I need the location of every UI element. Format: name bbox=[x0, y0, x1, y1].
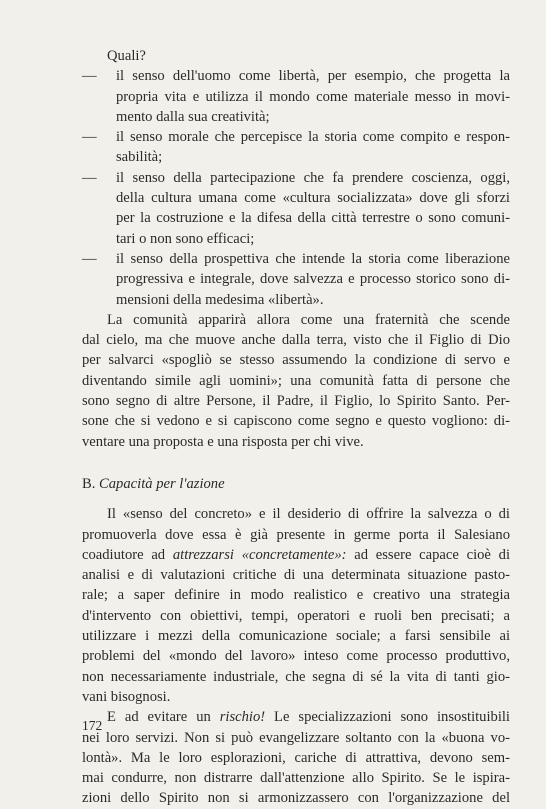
text-line: promuoverla dove essa è già presente in germe porta il Salesiano bbox=[82, 526, 510, 543]
text-line: per la costruzione e la difesa della città terrestre o sono comuni- bbox=[116, 210, 510, 227]
text-run: E ad evitare un bbox=[107, 709, 220, 726]
text-line: non necessariamente industriale, che segna di sé la vita di tanti gio- bbox=[82, 668, 510, 685]
text-line: rale; a saper definire in modo realistico e creativo una strategia bbox=[82, 587, 510, 604]
text-line: problemi del «mondo del lavoro» inteso come processo produttivo, bbox=[82, 648, 510, 665]
text-line: il senso morale che percepisce la storia come compito e respon- bbox=[116, 129, 510, 146]
text-line bbox=[82, 707, 510, 727]
emphasis-run: rischio! bbox=[219, 709, 266, 726]
text-line: mento dalla sua creatività; bbox=[116, 108, 270, 125]
text-line: propria vita e utilizza il mondo come materiale messo in movi- bbox=[116, 88, 510, 105]
text-line: il senso della partecipazione che fa prendere coscienza, oggi, bbox=[116, 169, 510, 186]
text-line: il senso della prospettiva che intende la storia come liberazione bbox=[116, 250, 510, 267]
text-line: mensioni della medesima «libertà». bbox=[116, 291, 324, 308]
text-line: mai condurre, non distrarre dall'attenzione allo Spirito. Se le ispira- bbox=[82, 770, 510, 787]
page-number: 172 bbox=[82, 718, 103, 733]
dash-bullet: — bbox=[82, 169, 97, 186]
section-heading bbox=[82, 474, 510, 494]
section-letter: B. bbox=[82, 475, 100, 492]
section-title: Capacità per l'azione bbox=[99, 475, 225, 492]
text-line: progressiva e integrale, dove salvezza e processo storico sono di- bbox=[116, 271, 510, 288]
text-line: nei loro servizi. Non si può evangelizzare soltanto con la «buona vo- bbox=[82, 729, 510, 746]
text-line bbox=[82, 545, 510, 565]
text-line: della cultura umana come «cultura socializzata» dove gli sforzi bbox=[116, 190, 510, 207]
emphasis-run: attrezzarsi «concretamente»: bbox=[172, 546, 347, 563]
text-line: La comunità apparirà allora come una fraternità che scende bbox=[107, 311, 510, 328]
text-run: Le specializzazioni sono insostituibili bbox=[265, 709, 510, 726]
text-line: diventando simile agli uomini»; una comunità fatta di persone che bbox=[82, 372, 510, 389]
dash-bullet: — bbox=[82, 250, 97, 267]
text-line: per salvarci «spogliò se stesso assumendo la condizione di servo e bbox=[82, 352, 510, 369]
dash-bullet: — bbox=[82, 68, 97, 85]
section-gap bbox=[82, 452, 510, 474]
dash-bullet: — bbox=[82, 129, 97, 146]
body-text bbox=[82, 46, 510, 809]
text-run: coadiutore ad bbox=[82, 546, 173, 563]
text-line: d'intervento con obiettivi, tempi, operatori e ruoli ben precisati; a bbox=[82, 607, 510, 624]
text-line: il senso dell'uomo come libertà, per esempio, che progetta la bbox=[116, 68, 510, 85]
text-line: tari o non sono efficaci; bbox=[116, 230, 255, 247]
text-line: Il «senso del concreto» e il desiderio di offrire la salvezza o di bbox=[107, 506, 510, 523]
text-line: sone che si vedono e si capiscono come segno e questo vogliono: di- bbox=[82, 413, 510, 430]
text-run: ad essere capace cioè di bbox=[346, 546, 510, 563]
text-line: ventare una proposta e una risposta per chi vive. bbox=[82, 433, 364, 450]
text-line: utilizzare i mezzi della comunicazione sociale; a farsi sensibile ai bbox=[82, 628, 510, 645]
text-line: sono segno di altre Persone, il Padre, il Figlio, lo Spirito Santo. Per- bbox=[82, 393, 510, 410]
list-item bbox=[82, 66, 510, 127]
text-line: vani bisognosi. bbox=[82, 688, 171, 705]
text-line: Quali? bbox=[107, 48, 146, 64]
list-item bbox=[82, 127, 510, 168]
list-item bbox=[82, 168, 510, 249]
text-line: sabilità; bbox=[116, 149, 163, 166]
text-line: dal cielo, ma che muove anche dalla terra, visto che il Figlio di Dio bbox=[82, 332, 510, 349]
section-gap bbox=[82, 494, 510, 504]
text-line: zioni dello Spirito non si armonizzassero con l'organizzazione del bbox=[82, 790, 510, 807]
text-line: analisi e di valutazioni critiche di una determinata situazione pasto- bbox=[82, 567, 510, 584]
text-line: lontà». Ma le loro esplorazioni, cariche di attrattiva, devono sem- bbox=[82, 749, 510, 766]
list-item bbox=[82, 249, 510, 310]
